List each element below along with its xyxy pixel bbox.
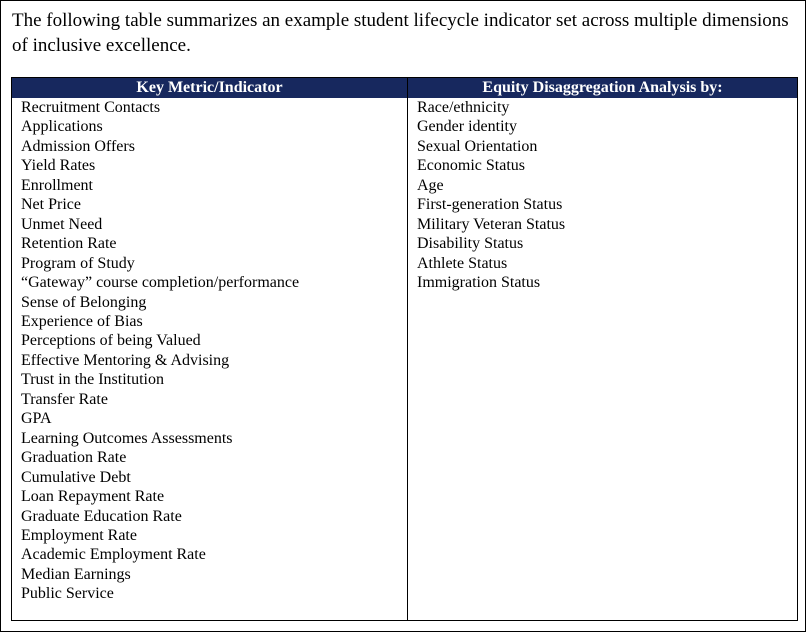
metric-item: Applications [21,118,103,136]
metric-list [12,98,407,604]
metric-item: Sense of Belonging [21,293,147,311]
dimension-list [408,98,797,293]
dimension-item: Economic Status [417,157,525,175]
metric-column-header: Key Metric/Indicator [12,78,407,98]
metric-item: Graduate Education Rate [21,507,182,525]
metric-item: Learning Outcomes Assessments [21,429,233,447]
metric-item: Loan Repayment Rate [21,488,165,506]
dimension-item: First-generation Status [417,196,563,214]
metric-item: Experience of Bias [21,312,143,330]
dimension-item: Immigration Status [417,274,541,292]
metric-item: Employment Rate [21,526,137,544]
metric-item: Perceptions of being Valued [21,332,201,350]
indicator-table [11,77,798,621]
metric-item: Public Service [21,585,114,603]
dimension-item: Sexual Orientation [417,137,538,155]
metric-item: Median Earnings [21,565,131,583]
dimension-item: Athlete Status [417,254,508,272]
metric-item: Recruitment Contacts [21,99,161,116]
dimension-item: Military Veteran Status [417,215,566,233]
metric-item: Trust in the Institution [21,371,164,389]
metric-item: Retention Rate [21,235,117,253]
metric-item: Cumulative Debt [21,468,131,486]
metric-column [12,78,408,620]
metric-item: Academic Employment Rate [21,546,206,564]
intro-paragraph: The following table summarizes an example student lifecycle indicator set across multiple dimensions of inclusive excellence. [12,10,789,56]
metric-item: Net Price [21,196,81,214]
dimension-item: Disability Status [417,235,524,253]
dimension-item: Gender identity [417,118,517,136]
dimension-item: Race/ethnicity [417,99,510,116]
metric-item: Admission Offers [21,137,135,155]
metric-item: Unmet Need [21,215,103,233]
metric-item: GPA [21,410,52,428]
metric-item: Yield Rates [21,157,96,175]
dimension-item: Age [417,176,444,194]
metric-item: Program of Study [21,254,135,272]
metric-item: Effective Mentoring & Advising [21,351,230,369]
dimension-column [408,78,797,620]
metric-item: “Gateway” course completion/performance [21,274,300,292]
dimension-column-header: Equity Disaggregation Analysis by: [408,78,797,98]
metric-item: Transfer Rate [21,390,108,408]
metric-item: Graduation Rate [21,449,127,467]
metric-item: Enrollment [21,176,93,194]
